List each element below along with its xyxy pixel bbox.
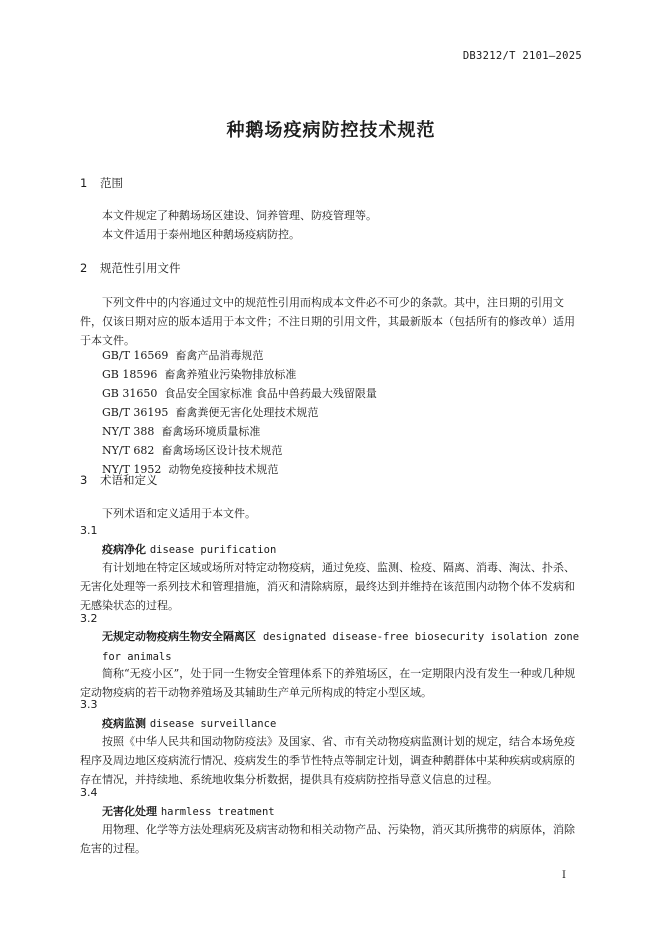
term-en: designated disease-free biosecurity isolation zone for animals	[102, 631, 580, 663]
term-definition: 按照《中华人民共和国动物防疫法》及国家、省、市有关动物疫病监测计划的规定，结合本场免疫程序及周边地区疫病流行情况、疫病发生的季节性特点等制定计划，调查种鹅群体中某种疾病或病原的存在情况，并持续地、系统地收集分析数据，提供具有疫病防控指导意义信息的过程。	[80, 735, 575, 786]
term-heading	[102, 715, 276, 731]
section-1-body	[80, 206, 582, 244]
page-number: I	[562, 870, 566, 881]
term-definition: 有计划地在特定区域或场所对特定动物疫病，通过免疫、监测、检疫、隔离、消毒、淘汰、扑杀、无害化处理等一系列技术和管理措施，消灭和清除病原，最终达到并维持在该范围内动物个体不发病和无感染状态的过程。	[80, 561, 575, 612]
term-heading	[80, 627, 582, 667]
term-en: disease surveillance	[149, 718, 277, 730]
paragraph: 本文件适用于泰州地区种鹅场疫病防控。	[102, 228, 300, 241]
list-item: GB 31650 食品安全国家标准 食品中兽药最大残留限量	[102, 387, 377, 400]
term-number: 3.4	[80, 786, 98, 799]
term-definition: 用物理、化学等方法处理病死及病害动物和相关动物产品、污染物，消灭其所携带的病原体，消除危害的过程。	[80, 823, 575, 855]
section-number: 3	[80, 473, 88, 487]
reference-list	[102, 346, 377, 479]
term-zh: 疫病监测	[102, 717, 146, 730]
section-2-heading	[80, 260, 181, 276]
section-number: 1	[80, 176, 88, 190]
section-3-heading	[80, 472, 158, 488]
term-number: 3.3	[80, 698, 98, 711]
section-number: 2	[80, 261, 88, 275]
term-heading	[102, 541, 276, 557]
list-item: GB/T 36195 畜禽粪便无害化处理技术规范	[102, 406, 319, 419]
section-2-intro: 下列文件中的内容通过文中的规范性引用而构成本文件必不可少的条款。其中，注日期的引用文件，仅该日期对应的版本适用于本文件；不注日期的引用文件，其最新版本（包括所有的修改单）适用于本文件。	[80, 296, 575, 347]
list-item: NY/T 388 畜禽场环境质量标准	[102, 425, 261, 438]
term-number: 3.2	[80, 612, 98, 625]
term-number: 3.1	[80, 524, 98, 537]
document-number: DB3212/T 2101—2025	[462, 50, 582, 62]
section-title: 范围	[100, 176, 123, 190]
term-zh: 无规定动物疫病生物安全隔离区	[102, 630, 256, 643]
list-item: NY/T 682 畜禽场场区设计技术规范	[102, 444, 283, 457]
section-1-heading	[80, 175, 123, 191]
term-zh: 疫病净化	[102, 543, 146, 556]
paragraph: 本文件规定了种鹅场场区建设、饲养管理、防疫管理等。	[102, 209, 377, 222]
term-en: disease purification	[149, 544, 277, 556]
section-3-intro: 下列术语和定义适用于本文件。	[102, 507, 256, 520]
term-definition: 简称“无疫小区”，处于同一生物安全管理体系下的养殖场区，在一定期限内没有发生一种或几种规定动物疫病的若干动物养殖场及其辅助生产单元所构成的特定小型区域。	[80, 667, 576, 699]
section-title: 术语和定义	[100, 473, 158, 487]
document-title: 种鹅场疫病防控技术规范	[226, 120, 436, 141]
section-title: 规范性引用文件	[100, 261, 181, 275]
list-item: NY/T 1952 动物免疫接种技术规范	[102, 463, 279, 476]
list-item: GB 18596 畜禽养殖业污染物排放标准	[102, 368, 297, 381]
term-heading	[102, 803, 275, 819]
list-item: GB/T 16569 畜禽产品消毒规范	[102, 349, 264, 362]
term-zh: 无害化处理	[102, 805, 157, 818]
term-en: harmless treatment	[160, 806, 275, 818]
